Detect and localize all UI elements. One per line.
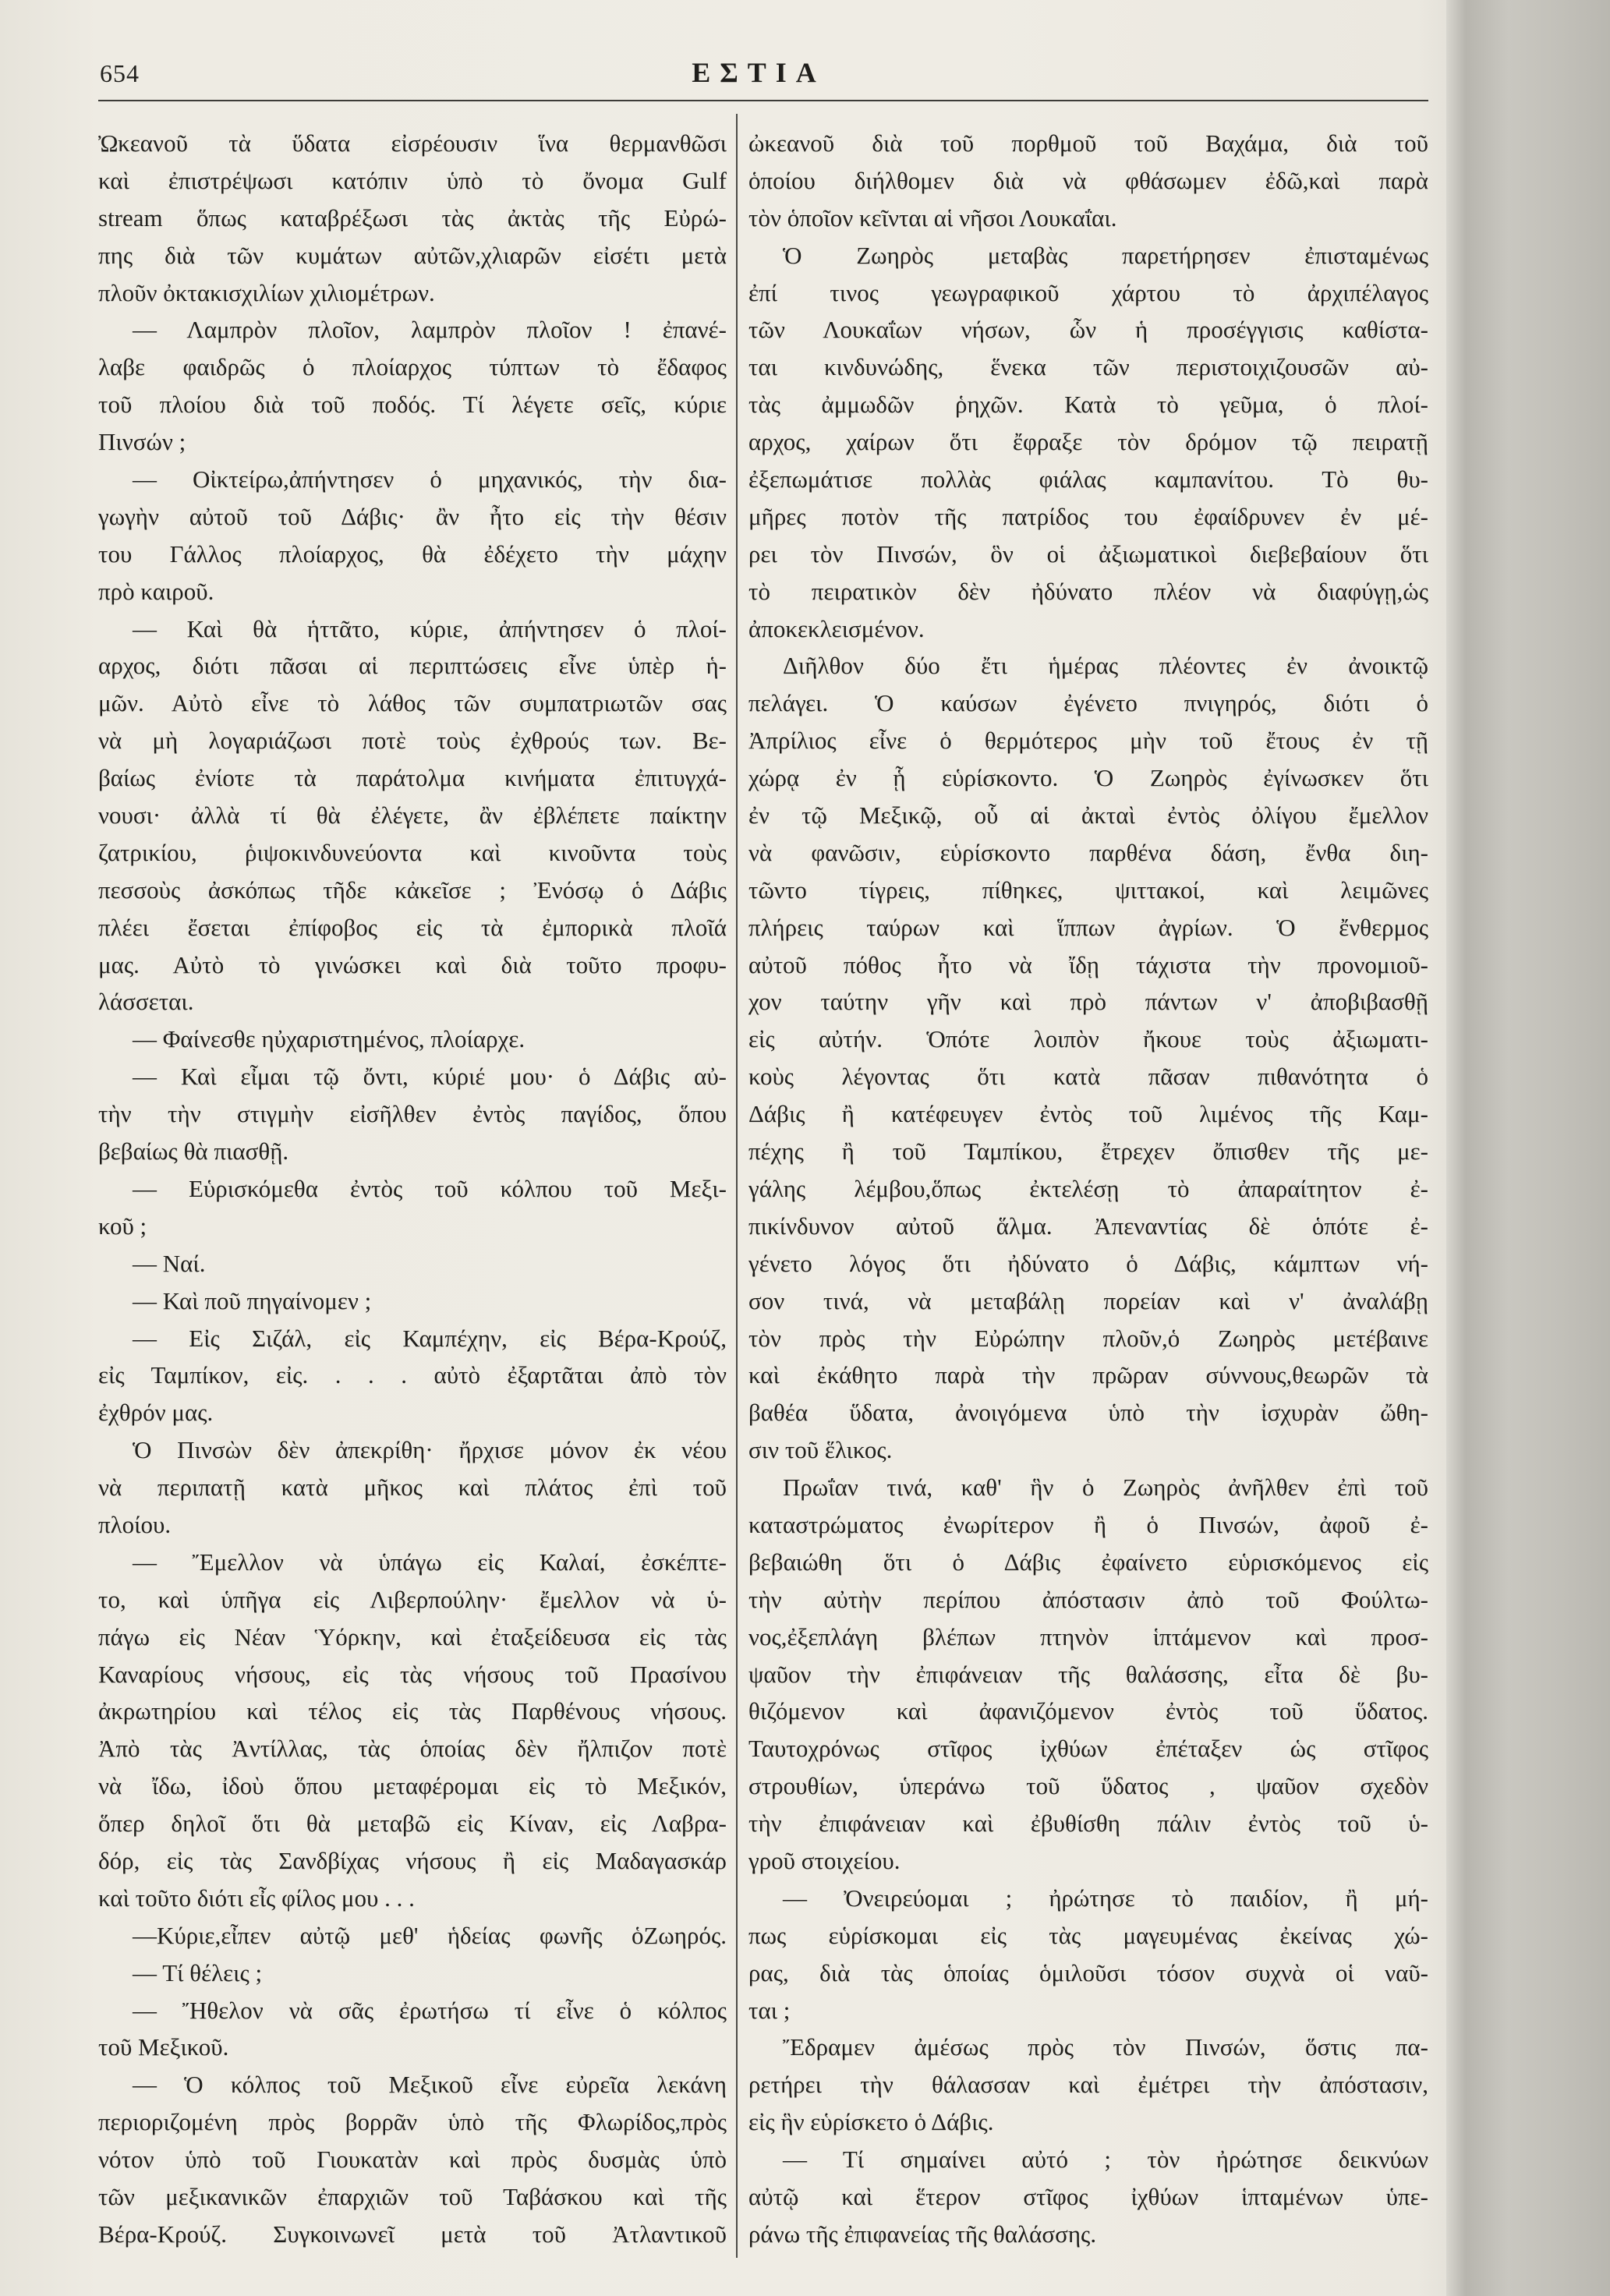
text-line: πελάγει. Ὁ καύσων ἐγένετο πνιγηρός, διότι ὁ [748, 689, 1428, 717]
text-line: θιζόμενον καὶ ἀφανιζόμενον ἐντὸς τοῦ ὕδατος. [748, 1697, 1428, 1725]
text-line: — Εὑρισκόμεθα ἐντὸς τοῦ κόλπου τοῦ Μεξι- [133, 1174, 727, 1202]
text-line: εἰς ἣν εὑρίσκετο ὁ Δάβις. [748, 2108, 994, 2136]
text-line: κοὺς λέγοντας ὅτι κατὰ πᾶσαν πιθανότητα ὁ [748, 1063, 1428, 1091]
text-line: χον ταύτην γῆν καὶ πρὸ πάντων ν' ἀποβιβασθῇ [748, 988, 1428, 1016]
text-line: Πρωΐαν τινά, καθ' ἣν ὁ Ζωηρὸς ἀνῆλθεν ἐπὶ τοῦ [783, 1473, 1428, 1502]
column-divider [736, 114, 738, 2258]
text-line: πλέει ἔσεται ἐπίφοβος εἰς τὰ ἐμπορικὰ πλοῖά [98, 913, 727, 941]
text-line: — Τί σημαίνει αὐτό ; τὸν ἠρώτησε δεικνύων [783, 2146, 1428, 2174]
text-line: Δάβις ἢ κατέφευγεν ἐντὸς τοῦ λιμένος τῆς Καμ- [748, 1100, 1428, 1128]
text-line: stream ὅπως καταβρέξωσι τὰς ἀκτὰς τῆς Εὐρώ- [98, 203, 727, 232]
text-line: χώρᾳ ἐν ᾗ εὑρίσκοντο. Ὁ Ζωηρὸς ἐγίνωσκεν ὅτι [748, 764, 1428, 792]
text-line: σιν τοῦ ἕλικος. [748, 1436, 893, 1464]
text-line: ρας, διὰ τὰς ὁποίας ὁμιλοῦσι τόσον συχνὰ οἱ ναῦ- [748, 1958, 1428, 1986]
running-title: ΕΣΤΙΑ [692, 57, 826, 88]
text-line: — Εἰς Σιζάλ, εἰς Καμπέχην, εἰς Βέρα-Κρούζ, [133, 1324, 727, 1352]
text-line: τῶντο τίγρεις, πίθηκες, ψιττακοί, καὶ λειμῶνες [748, 876, 1428, 904]
text-line: εἰς αὐτήν. Ὁπότε λοιπὸν ἤκουε τοὺς ἀξιωματι- [748, 1025, 1428, 1053]
text-line: γωγὴν αὐτοῦ τοῦ Δάβις· ἂν ἦτο εἰς τὴν θέσιν [98, 502, 727, 530]
text-line: — Ὁ κόλπος τοῦ Μεξικοῦ εἶνε εὐρεῖα λεκάνη [133, 2071, 727, 2099]
text-line: τὸ πειρατικὸν δὲν ἠδύνατο πλέον νὰ διαφύγῃ,ὡς [748, 577, 1428, 605]
text-line: Ἀπρίλιος εἶνε ὁ θερμότερος μὴν τοῦ ἔτους ἐν τῇ [748, 727, 1428, 755]
text-line: δόρ, εἰς τὰς Σανδβίχας νήσους ἢ εἰς Μαδαγασκάρ [98, 1846, 727, 1874]
text-line: νότον ὑπὸ τοῦ Γιουκατὰν καὶ πρὸς δυσμὰς ὑπὸ [98, 2146, 727, 2174]
text-line: Ὁ Ζωηρὸς μεταβὰς παρετήρησεν ἐπισταμένως [783, 241, 1428, 269]
text-line: γροῦ στοιχείου. [748, 1846, 901, 1874]
text-line: το, καὶ ὑπῆγα εἰς Λιβερπούλην· ἔμελλον νὰ ὑ- [98, 1585, 727, 1613]
text-line: πλήρεις ταύρων καὶ ἵππων ἀγρίων. Ὁ ἔνθερμος [748, 913, 1428, 941]
text-line: αὐτοῦ πόθος ἦτο νὰ ἴδῃ τάχιστα τὴν προνομιοῦ- [748, 950, 1428, 978]
text-line: ἐπί τινος γεωγραφικοῦ χάρτου τὸ ἀρχιπέλαγος [748, 278, 1428, 306]
text-line: νὰ ἴδω, ἰδοὺ ὅπου μεταφέρομαι εἰς τὸ Μεξικόν, [98, 1772, 727, 1800]
text-line: — Καὶ εἶμαι τῷ ὄντι, κύριέ μου· ὁ Δάβις αὐ- [133, 1063, 727, 1091]
text-line: μῶν. Αὐτὸ εἶνε τὸ λάθος τῶν συμπατριωτῶν σας [98, 689, 727, 717]
text-line: ψαῦον τὴν ἐπιφάνειαν τῆς θαλάσσης, εἶτα δὲ βυ- [748, 1660, 1428, 1688]
text-line: ται κινδυνώδης, ἕνεκα τῶν περιστοιχιζουσῶν αὐ- [748, 353, 1428, 381]
page-edge-shadow [1446, 0, 1610, 2296]
text-line: ἐν τῷ Μεξικῷ, οὗ αἱ ἀκταὶ ἐντὸς ὀλίγου ἔμελλον [748, 801, 1428, 830]
text-line: Διῆλθον δύο ἔτι ἡμέρας πλέοντες ἐν ἀνοικτῷ [783, 652, 1428, 680]
text-line: ὅπερ δηλοῖ ὅτι θὰ μεταβῶ εἰς Κίναν, εἰς Λαβρα- [98, 1810, 727, 1838]
text-line: στρουθίων, ὑπεράνω τοῦ ὕδατος , ψαῦον σχεδὸν [748, 1772, 1428, 1800]
text-line: ὁποίου διήλθομεν διὰ νὰ φθάσωμεν ἐδῶ,καὶ παρὰ [748, 166, 1428, 194]
text-line: τὸν πρὸς τὴν Εὐρώπην πλοῦν,ὁ Ζωηρὸς μετέβαινε [748, 1324, 1428, 1352]
text-line: τὴν αὐτὴν περίπου ἀπόστασιν ἀπὸ τοῦ Φούλτω- [748, 1585, 1428, 1613]
text-line: γάλης λέμβου,ὅπως ἐκτελέσῃ τὸ ἀπαραίτητον ἐ- [748, 1174, 1428, 1202]
text-line: — Οἰκτείρω,ἀπήντησεν ὁ μηχανικός, τὴν δια- [133, 465, 727, 494]
text-line: περιοριζομένη πρὸς βορρᾶν ὑπὸ τῆς Φλωρίδος,πρὸς [98, 2108, 727, 2136]
text-line: — Ἔμελλον νὰ ὑπάγω εἰς Καλαί, ἐσκέπτε- [133, 1548, 727, 1576]
text-line: αρχος, διότι πᾶσαι αἱ περιπτώσεις εἶνε ὑπὲρ ἡ- [98, 652, 727, 680]
text-line: ζατρικίου, ῥιψοκινδυνεύοντα καὶ κινοῦντα τοὺς [98, 838, 727, 866]
text-line: ται ; [748, 1996, 791, 2024]
text-line: ὠκεανοῦ διὰ τοῦ πορθμοῦ τοῦ Βαχάμα, διὰ τοῦ [748, 129, 1428, 157]
text-line: βαθέα ὕδατα, ἀνοιγόμενα ὑπὸ τὴν ἰσχυρὰν ὤθη- [748, 1399, 1428, 1427]
text-line: τῶν μεξικανικῶν ἐπαρχιῶν τοῦ Ταβάσκου καὶ τῆς [98, 2182, 727, 2210]
text-line: νὰ περιπατῇ κατὰ μῆκος καὶ πλάτος ἐπὶ τοῦ [98, 1473, 727, 1502]
text-line: τὰς ἀμμωδῶν ῥηχῶν. Κατὰ τὸ γεῦμα, ὁ πλοί- [748, 391, 1428, 419]
text-line: τὴν ἐπιφάνειαν καὶ ἐβυθίσθη πάλιν ἐντὸς τοῦ ὑ- [748, 1810, 1428, 1838]
text-line: τὴν τὴν στιγμὴν εἰσῆλθεν ἐντὸς παγίδος, ὅπου [98, 1100, 727, 1128]
text-line: Πινσών ; [98, 428, 186, 456]
text-line: τοῦ Μεξικοῦ. [98, 2033, 229, 2061]
text-line: — Ὀνειρεύομαι ; ἠρώτησε τὸ παιδίον, ἢ μή- [783, 1884, 1428, 1912]
text-line: βεβαιώθη ὅτι ὁ Δάβις ἐφαίνετο εὑρισκόμενος εἰς [748, 1548, 1428, 1576]
text-line: πλοίου. [98, 1510, 172, 1538]
text-line: ράνω τῆς ἐπιφανείας τῆς θαλάσσης. [748, 2220, 1097, 2248]
text-line: του Γάλλος πλοίαρχος, θὰ ἐδέχετο τὴν μάχην [98, 540, 727, 568]
text-line: πως εὑρίσκομαι εἰς τὰς μαγευμένας ἐκείνας χώ- [748, 1921, 1428, 1949]
text-line: Βέρα-Κρούζ. Συγκοινωνεῖ μετὰ τοῦ Ἀτλαντικοῦ [98, 2220, 727, 2248]
text-line: Ἀπὸ τὰς Ἀντίλλας, τὰς ὁποίας δὲν ἤλπιζον ποτὲ [98, 1735, 727, 1763]
right-column [748, 125, 1428, 2253]
text-line: — Τί θέλεις ; [133, 1958, 263, 1986]
header-rule [98, 100, 1428, 101]
text-line: πικίνδυνον αὐτοῦ ἅλμα. Ἀπεναντίας δὲ ὁπότε ἐ- [748, 1212, 1428, 1240]
text-line: ρετήρει τὴν θάλασσαν καὶ ἐμέτρει τὴν ἀπόστασιν, [748, 2071, 1428, 2099]
text-line: βαίως ἐνίοτε τὰ παράτολμα κινήματα ἐπιτυγχά- [98, 764, 727, 792]
text-line: — Ἤθελον νὰ σᾶς ἐρωτήσω τί εἶνε ὁ κόλπος [133, 1996, 727, 2024]
text-line: πέχης ἢ τοῦ Ταμπίκου, ἔτρεχεν ὄπισθεν τῆς με- [748, 1137, 1428, 1166]
text-line: εἰς Ταμπίκον, εἰς. . . . αὐτὸ ἐξαρτᾶται ἀπὸ τὸν [98, 1361, 727, 1389]
text-line: ἀποκεκλεισμένον. [748, 614, 925, 642]
text-line: καὶ ἐκάθητο παρὰ τὴν πρῶραν σύννους,θεωρῶν τὰ [748, 1361, 1428, 1389]
text-line: ρει τὸν Πινσών, ὃν οἱ ἀξιωματικοὶ διεβεβαίουν ὅτι [748, 540, 1428, 568]
text-line: βεβαίως θὰ πιασθῇ. [98, 1137, 289, 1166]
text-line: νουσι· ἀλλὰ τί θὰ ἐλέγετε, ἂν ἐβλέπετε παίκτην [98, 801, 727, 830]
text-line: πρὸ καιροῦ. [98, 577, 214, 605]
text-line: νὰ φανῶσιν, εὑρίσκοντο παρθένα δάση, ἔνθα διη- [748, 838, 1428, 866]
text-line: ἀκρωτηρίου καὶ τέλος εἰς τὰς Παρθένους νήσους. [98, 1697, 727, 1725]
text-line: πάγω εἰς Νέαν Ὑόρκην, καὶ ἐταξείδευσα εἰς τὰς [98, 1622, 727, 1650]
text-line: σον τινά, νὰ μεταβάλῃ πορείαν καὶ ν' ἀναλάβῃ [748, 1286, 1428, 1314]
text-line: Ἔδραμεν ἀμέσως πρὸς τὸν Πινσών, ὅστις πα- [783, 2033, 1428, 2061]
text-line: λάσσεται. [98, 988, 194, 1016]
text-line: —Κύριε,εἶπεν αὐτῷ μεθ' ἡδείας φωνῆς ὁΖωηρός. [133, 1921, 727, 1949]
text-line: τὸν ὁποῖον κεῖνται αἱ νῆσοι Λουκαΐαι. [748, 203, 1117, 232]
text-line: καὶ ἐπιστρέψωσι κατόπιν ὑπὸ τὸ ὄνομα Gulf [98, 166, 727, 194]
text-line: πης διὰ τῶν κυμάτων αὐτῶν,χλιαρῶν εἰσέτι μετὰ [98, 241, 727, 269]
text-line: αὐτῷ καὶ ἕτερον στῖφος ἰχθύων ἱπταμένων ὑπε- [748, 2182, 1428, 2210]
text-line: πεσσοὺς ἀσκόπως τῆδε κἀκεῖσε ; Ἐνόσῳ ὁ Δάβις [98, 876, 727, 904]
text-line: ἐξεπωμάτισε πολλὰς φιάλας καμπανίτου. Τὸ θυ- [748, 465, 1428, 494]
text-line: — Ναί. [133, 1249, 206, 1277]
text-line: Καναρίους νήσους, εἰς τὰς νήσους τοῦ Πρασίνου [98, 1660, 727, 1688]
text-line: καταστρώματος ἐνωρίτερον ἢ ὁ Πινσών, ἀφοῦ ἐ- [748, 1510, 1428, 1538]
page-number: 654 [100, 59, 140, 87]
text-line: λαβε φαιδρῶς ὁ πλοίαρχος τύπτων τὸ ἔδαφος [98, 353, 727, 381]
text-line: τῶν Λουκαΐων νήσων, ὧν ἡ προσέγγισις καθίστα- [748, 316, 1428, 344]
text-line: μας. Αὐτὸ τὸ γινώσκει καὶ διὰ τοῦτο προφυ- [98, 950, 727, 978]
text-line: γένετο λόγος ὅτι ἠδύνατο ὁ Δάβις, κάμπτων νή- [748, 1249, 1428, 1277]
text-line: αρχος, χαίρων ὅτι ἔφραξε τὸν δρόμον τῷ πειρατῇ [748, 428, 1428, 456]
left-column [98, 125, 727, 2253]
text-line: — Καὶ θὰ ἡττᾶτο, κύριε, ἀπήντησεν ὁ πλοί- [133, 614, 727, 642]
text-line: καὶ τοῦτο διότι εἶς φίλος μου . . . [98, 1884, 415, 1912]
text-line: πλοῦν ὀκτακισχιλίων χιλιομέτρων. [98, 278, 435, 306]
text-line: — Λαμπρὸν πλοῖον, λαμπρὸν πλοῖον ! ἐπανέ- [133, 316, 727, 344]
text-line: Ὠκεανοῦ τὰ ὕδατα εἰσρέουσιν ἵνα θερμανθῶσι [98, 129, 727, 157]
text-line: ἐχθρόν μας. [98, 1399, 214, 1427]
text-line: μῆρες ποτὸν τῆς πατρίδος του ἐφαίδρυνεν ἐν μέ- [748, 502, 1428, 530]
text-line: Ταυτοχρόνως στῖφος ἰχθύων ἐπέταξεν ὡς στῖφος [748, 1735, 1428, 1763]
text-line: τοῦ πλοίου διὰ τοῦ ποδός. Τί λέγετε σεῖς, κύριε [98, 391, 727, 419]
text-line: Ὁ Πινσὼν δὲν ἀπεκρίθη· ἤρχισε μόνον ἐκ νέου [133, 1436, 727, 1464]
text-line: νος,ἐξεπλάγη βλέπων πτηνὸν ἱπτάμενον καὶ προσ- [748, 1622, 1428, 1650]
text-line: νὰ μὴ λογαριάζωσι ποτὲ τοὺς ἐχθρούς των. Βε- [98, 727, 727, 755]
text-line: κοῦ ; [98, 1212, 147, 1240]
text-line: — Καὶ ποῦ πηγαίνομεν ; [133, 1286, 372, 1314]
text-line: — Φαίνεσθε ηὐχαριστημένος, πλοίαρχε. [133, 1025, 525, 1053]
